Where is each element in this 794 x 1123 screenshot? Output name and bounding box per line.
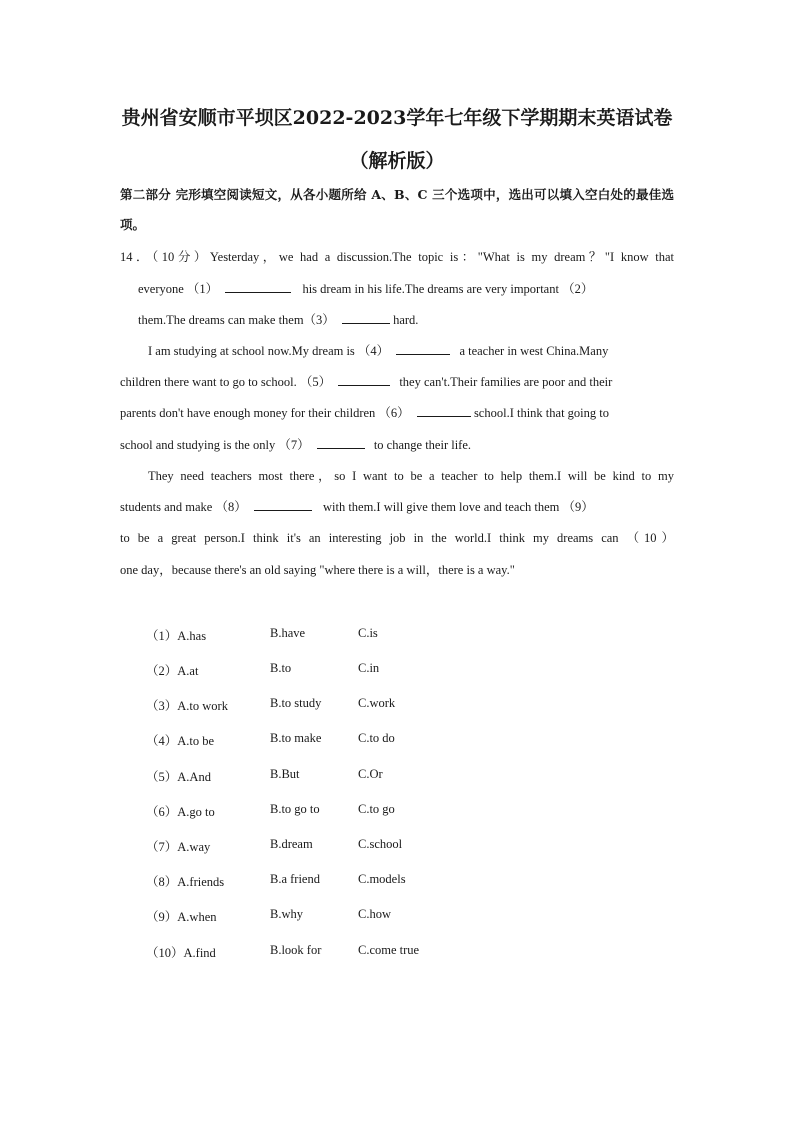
- passage-text: them.The dreams can make them（3）: [138, 313, 335, 327]
- passage-line: [120, 404, 609, 422]
- option-a: （8）A.friends: [146, 875, 225, 889]
- option-c: C.come true: [358, 943, 420, 957]
- passage-text: everyone （1）: [138, 282, 219, 296]
- passage-line: They need teachers most there，so I want to be a teacher to help them.I will be kind to my: [148, 469, 674, 483]
- option-row: [0, 907, 794, 927]
- answer-blank: [396, 342, 450, 355]
- passage-line: [148, 342, 608, 360]
- option-row: [0, 767, 794, 787]
- passage-text: to change their life.: [373, 438, 472, 452]
- passage-text: parents don't have enough money for their children （6）: [120, 406, 410, 420]
- option-row: [0, 837, 794, 857]
- option-b: B.why: [270, 907, 303, 921]
- passage-text: they can't.Their families are poor and their: [399, 375, 613, 389]
- option-c: C.in: [358, 661, 380, 675]
- option-row: [0, 731, 794, 751]
- passage-text: school and studying is the only （7）: [120, 438, 310, 452]
- passage-text: I am studying at school now.My dream is （4）: [148, 344, 390, 358]
- option-c: C.to go: [358, 802, 395, 816]
- page-title: 贵州省安顺市平坝区2022-2023学年七年级下学期期末英语试卷: [121, 107, 673, 129]
- option-a: （5）A.And: [146, 770, 211, 784]
- option-c: C.how: [358, 907, 391, 921]
- option-b: B.But: [270, 767, 300, 781]
- option-row: [0, 661, 794, 681]
- passage-text: children there want to go to school. （5）: [120, 375, 332, 389]
- option-c: C.is: [358, 626, 378, 640]
- passage-text: a teacher in west China.Many: [459, 344, 609, 358]
- option-a: （10）A.find: [146, 946, 216, 960]
- option-b: B.have: [270, 626, 306, 640]
- option-row: [0, 943, 794, 963]
- option-b: B.a friend: [270, 872, 320, 886]
- option-b: B.dream: [270, 837, 313, 851]
- option-c: C.to do: [358, 731, 395, 745]
- option-b: B.to go to: [270, 802, 320, 816]
- option-b: B.to make: [270, 731, 322, 745]
- passage-text: with them.I will give them love and teach them （9）: [322, 500, 594, 514]
- passage-line: [138, 280, 593, 298]
- option-a: （4）A.to be: [146, 734, 215, 748]
- passage-line: to be a great person.I think it's an interesting job in the world.I think my dreams can （10）: [120, 531, 674, 545]
- passage-text: students and make （8）: [120, 500, 247, 514]
- answer-blank: [225, 280, 291, 293]
- option-c: C.school: [358, 837, 403, 851]
- option-c: C.models: [358, 872, 406, 886]
- passage-line: 14．（10分）Yesterday，we had a discussion.The topic is："What is my dream？"I know that: [120, 250, 674, 264]
- option-b: B.to: [270, 661, 292, 675]
- answer-blank: [317, 436, 365, 449]
- option-a: （1）A.has: [146, 629, 207, 643]
- option-a: （3）A.to work: [146, 699, 228, 713]
- answer-blank: [417, 404, 471, 417]
- passage-line: [120, 436, 471, 454]
- passage-line: [120, 498, 594, 516]
- answer-blank: [338, 373, 390, 386]
- option-b: B.to study: [270, 696, 322, 710]
- passage-line: [120, 373, 612, 391]
- option-row: [0, 872, 794, 892]
- passage-line: [138, 311, 418, 329]
- answer-blank: [254, 498, 312, 511]
- option-a: （6）A.go to: [146, 805, 215, 819]
- passage-text: school.I think that going to: [473, 406, 609, 420]
- section-instructions: 第二部分 完形填空阅读短文，从各小题所给 A、B、C 三个选项中，选出可以填入空白处的最佳选项。: [120, 187, 674, 232]
- answer-blank: [342, 311, 390, 324]
- option-row: [0, 802, 794, 822]
- passage-text: hard.: [393, 313, 419, 327]
- option-a: （9）A.when: [146, 910, 217, 924]
- option-a: （2）A.at: [146, 664, 199, 678]
- passage-line: one day，because there's an old saying "where there is a will，there is a way.": [120, 563, 515, 577]
- option-c: C.work: [358, 696, 396, 710]
- option-row: [0, 626, 794, 646]
- option-row: [0, 696, 794, 716]
- option-b: B.look for: [270, 943, 322, 957]
- passage-text: his dream in his life.The dreams are very important （2）: [302, 282, 594, 296]
- option-a: （7）A.way: [146, 840, 211, 854]
- page-subtitle: （解析版）: [349, 150, 445, 172]
- option-c: C.Or: [358, 767, 383, 781]
